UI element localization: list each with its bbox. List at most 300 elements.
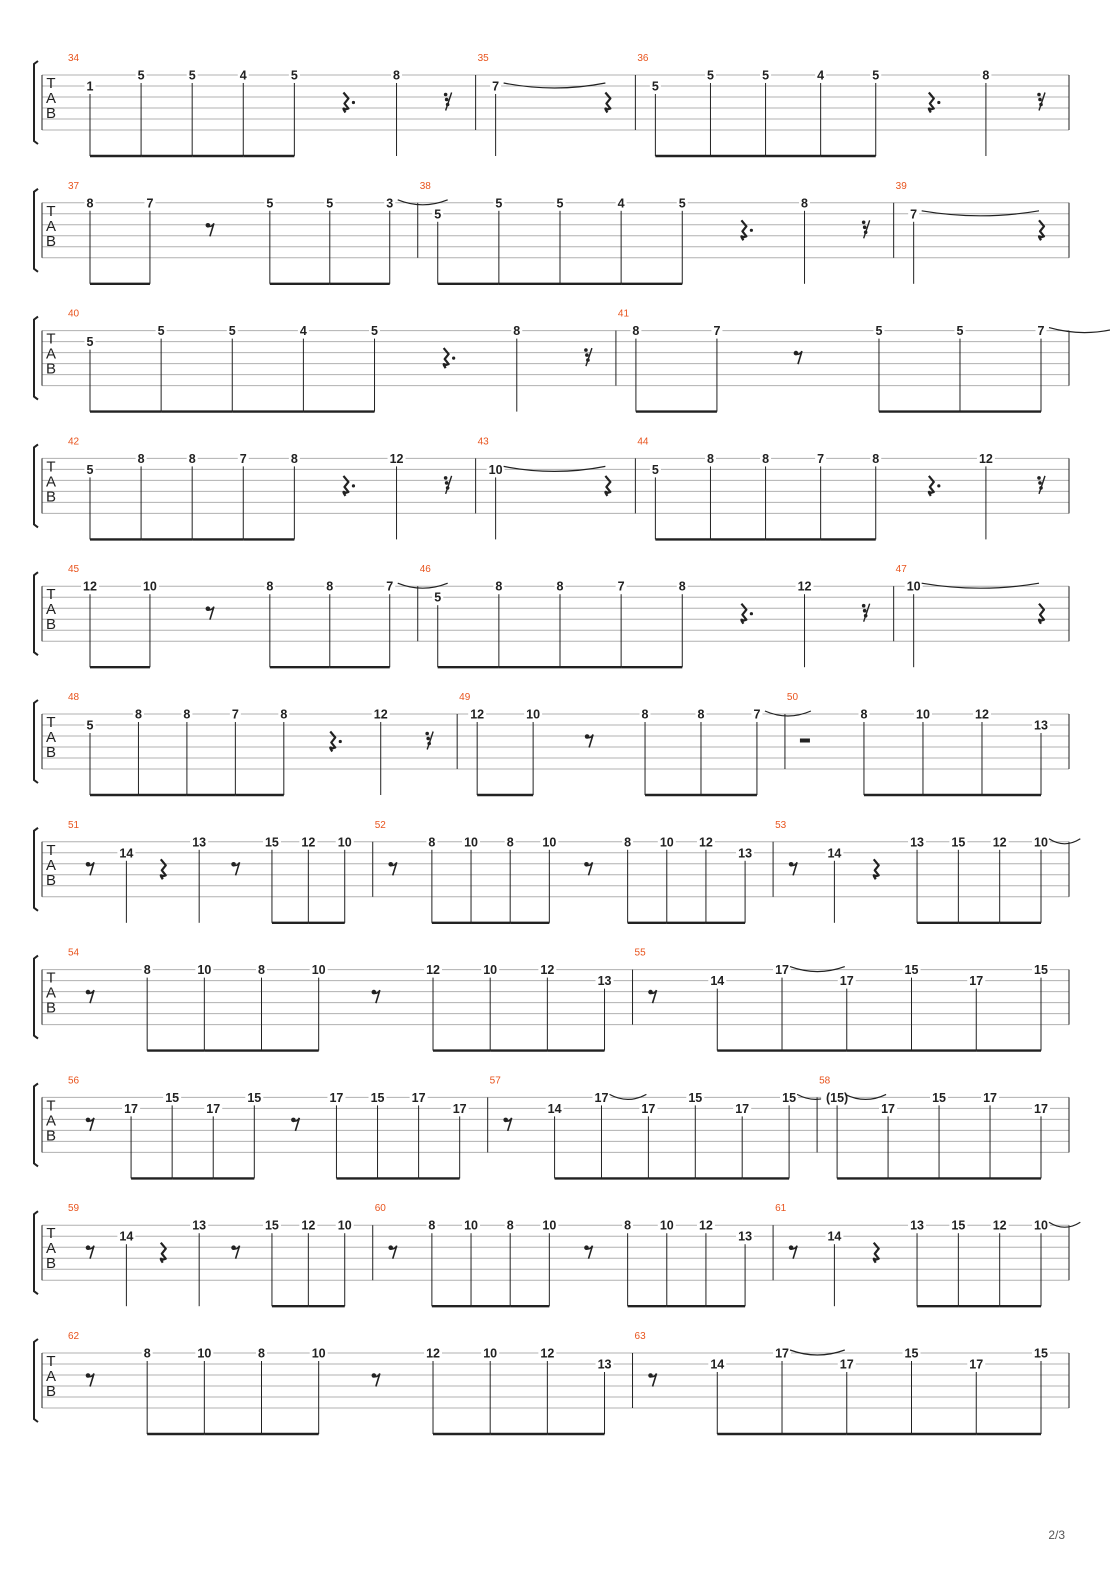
measure — [787, 692, 1050, 795]
quarter-rest — [605, 476, 610, 496]
measure-number: 45 — [68, 564, 80, 576]
rest-dot — [937, 101, 940, 104]
rest-flag-dot — [1038, 481, 1042, 485]
fret-number: 10 — [311, 963, 326, 978]
fret-number: 15 — [782, 1090, 797, 1105]
tab-clef-letter: T — [46, 841, 56, 859]
fret-number: 17 — [452, 1101, 467, 1116]
fret-number: 15 — [1034, 1346, 1048, 1361]
measure — [68, 53, 476, 156]
tab-clef-letter: A — [45, 217, 57, 235]
fret-number: 8 — [326, 579, 334, 594]
rest-flag-dot — [863, 226, 867, 230]
fret-number: 5 — [326, 196, 334, 211]
quarter-rest — [343, 93, 348, 113]
measure — [637, 436, 1045, 539]
rest-flag-dot — [1037, 476, 1041, 480]
measure-number: 54 — [68, 947, 80, 959]
fret-number: 5 — [678, 196, 686, 211]
fret-number: 8 — [495, 579, 503, 594]
rest-dot — [937, 484, 940, 487]
measure-number: 58 — [819, 1075, 831, 1087]
measure — [819, 1075, 1050, 1178]
tab-clef-letter: A — [45, 729, 57, 746]
measure-number: 59 — [68, 1203, 80, 1215]
fret-number: 3 — [386, 196, 394, 211]
fret-number: 7 — [713, 324, 721, 339]
measure — [68, 181, 448, 284]
tab-clef-letter: T — [46, 969, 56, 987]
system-bracket — [34, 1211, 38, 1294]
fret-number: 12 — [426, 1346, 440, 1361]
fret-number: 5 — [872, 68, 880, 83]
measure-number: 51 — [68, 819, 80, 831]
tab-clef-letter: T — [46, 714, 56, 731]
fret-number: 12 — [978, 451, 993, 466]
measure-number: 56 — [68, 1075, 80, 1087]
fret-number: 5 — [651, 79, 659, 94]
tab-system — [34, 1203, 1080, 1306]
fret-number: 17 — [839, 974, 854, 989]
tab-clef-letter: A — [45, 1112, 57, 1130]
fret-number: 1 — [86, 79, 94, 94]
fret-number: 15 — [688, 1090, 703, 1105]
fret-number: 8 — [266, 579, 274, 594]
fret-number: 17 — [775, 1346, 789, 1361]
rest-flag-dot — [445, 98, 449, 102]
system-bracket — [34, 700, 38, 783]
measure — [68, 1203, 373, 1306]
fret-number: 13 — [1034, 718, 1048, 733]
measure-number: 53 — [775, 819, 787, 831]
fret-number: 4 — [239, 68, 247, 83]
fret-number: 5 — [706, 68, 714, 83]
fret-number: 12 — [540, 963, 555, 978]
measure — [68, 1331, 633, 1434]
fret-number: 7 — [492, 79, 500, 94]
fret-number: 12 — [975, 707, 989, 722]
tab-clef-letter: A — [45, 473, 57, 491]
measure-number: 35 — [477, 53, 489, 64]
system-bracket — [34, 828, 38, 911]
rest-dot — [750, 229, 753, 232]
fret-number: 8 — [137, 451, 145, 466]
tab-system — [34, 1075, 1069, 1178]
system-bracket — [34, 1083, 38, 1166]
tab-clef-letter: A — [45, 984, 57, 1002]
tab-system — [34, 436, 1069, 539]
tab-clef-letter: B — [45, 105, 57, 122]
fret-number: 8 — [632, 324, 640, 339]
quarter-rest — [605, 93, 610, 113]
rest-flag-dot — [862, 221, 866, 225]
fret-number: 8 — [506, 835, 514, 850]
measure — [375, 1203, 773, 1306]
fret-number: 15 — [247, 1090, 262, 1105]
fret-number: 17 — [983, 1090, 997, 1105]
fret-number: 8 — [428, 835, 436, 850]
tab-system — [34, 948, 1069, 1051]
measure-number: 55 — [634, 947, 646, 959]
fret-number: 14 — [710, 1357, 725, 1372]
fret-number: 17 — [1034, 1101, 1048, 1116]
fret-number: 13 — [910, 1218, 924, 1233]
tab-clef-letter: A — [45, 1240, 57, 1258]
fret-number: 8 — [134, 707, 142, 722]
tab-system — [34, 309, 1110, 412]
fret-number: 17 — [329, 1090, 344, 1105]
tab-clef-letter: A — [45, 345, 57, 363]
fret-number: 8 — [183, 707, 191, 722]
system-bracket — [34, 444, 38, 527]
fret-number: 5 — [86, 718, 94, 733]
measure-number: 49 — [459, 692, 471, 703]
fret-number: 12 — [797, 579, 812, 594]
measure-number: 57 — [489, 1075, 501, 1087]
fret-number: 8 — [506, 1218, 514, 1233]
fret-number: 8 — [393, 68, 401, 83]
measure-number: 60 — [374, 1203, 386, 1215]
measure-number: 44 — [637, 436, 649, 448]
measure — [68, 820, 373, 923]
fret-number: 7 — [1037, 324, 1045, 339]
fret-number: 5 — [86, 335, 94, 350]
measure — [637, 53, 1045, 156]
fret-number: (15) — [825, 1090, 849, 1105]
fret-number: 13 — [738, 1229, 753, 1244]
measure — [68, 436, 476, 539]
fret-number: 15 — [904, 963, 919, 978]
fret-number: 4 — [299, 324, 307, 339]
fret-number: 10 — [337, 835, 352, 850]
fret-number: 8 — [188, 451, 196, 466]
fret-number: 12 — [426, 963, 440, 978]
fret-number: 10 — [483, 963, 498, 978]
tab-system — [34, 820, 1080, 923]
fret-number: 13 — [192, 835, 207, 850]
fret-number: 12 — [540, 1346, 555, 1361]
fret-number: 17 — [411, 1090, 426, 1105]
fret-number: 10 — [464, 835, 478, 850]
quarter-rest — [929, 93, 934, 113]
system-bracket — [34, 572, 38, 655]
tab-clef-letter: T — [46, 1353, 56, 1370]
fret-number: 14 — [547, 1101, 562, 1116]
fret-number: 4 — [817, 68, 825, 83]
fret-number: 15 — [264, 835, 279, 850]
measure-number: 62 — [68, 1331, 80, 1342]
tab-clef-letter: B — [45, 360, 57, 378]
fret-number: 17 — [594, 1090, 609, 1105]
measure — [420, 564, 894, 667]
measure — [420, 181, 894, 284]
fret-number: 8 — [428, 1218, 436, 1233]
fret-number: 8 — [86, 196, 94, 211]
rest-dot — [339, 740, 342, 743]
fret-number: 5 — [86, 462, 94, 477]
fret-number: 13 — [738, 846, 753, 861]
fret-number: 8 — [513, 324, 521, 339]
fret-number: 10 — [1034, 1218, 1048, 1233]
rest-dot — [750, 612, 753, 615]
fret-number: 5 — [290, 68, 298, 83]
fret-number: 10 — [488, 462, 503, 477]
rest-flag-dot — [863, 609, 867, 613]
tab-clef-letter: B — [45, 999, 57, 1017]
fret-number: 17 — [969, 1357, 984, 1372]
fret-number: 14 — [119, 1229, 134, 1244]
fret-number: 15 — [165, 1090, 180, 1105]
fret-number: 8 — [982, 68, 990, 83]
fret-number: 10 — [659, 1218, 674, 1233]
fret-number: 8 — [706, 451, 714, 466]
quarter-rest — [161, 1243, 166, 1263]
fret-number: 14 — [827, 1229, 842, 1244]
fret-number: 5 — [651, 462, 659, 477]
fret-number: 12 — [470, 707, 485, 722]
tab-clef-letter: T — [46, 1225, 56, 1243]
fret-number: 17 — [881, 1101, 896, 1116]
tab-system — [34, 1331, 1069, 1434]
fret-number: 13 — [597, 1357, 612, 1372]
measure-number: 36 — [637, 53, 649, 64]
fret-number: 10 — [542, 1218, 557, 1233]
measure-number: 38 — [419, 180, 431, 192]
tab-clef-letter: T — [46, 330, 56, 348]
fret-number: 7 — [231, 707, 239, 722]
fret-number: 8 — [860, 707, 868, 722]
fret-number: 12 — [389, 451, 404, 466]
measure-number: 34 — [68, 53, 80, 64]
fret-number: 17 — [641, 1101, 656, 1116]
fret-number: 7 — [753, 707, 761, 722]
fret-number: 8 — [762, 451, 770, 466]
rest-dot — [352, 484, 355, 487]
fret-number: 5 — [875, 324, 883, 339]
quarter-rest — [741, 220, 746, 240]
measure — [68, 1075, 488, 1178]
measure — [775, 820, 1080, 923]
quarter-rest — [741, 604, 746, 624]
quarter-rest — [874, 859, 879, 879]
fret-number: 15 — [1034, 963, 1048, 978]
fret-number: 8 — [143, 963, 151, 978]
fret-number: 12 — [373, 707, 388, 722]
measure — [618, 309, 1110, 412]
fret-number: 12 — [698, 1218, 713, 1233]
fret-number: 14 — [827, 846, 842, 861]
fret-number: 5 — [266, 196, 274, 211]
rest-flag-dot — [445, 481, 449, 485]
tab-clef-letter: B — [45, 871, 57, 889]
fret-number: 15 — [951, 835, 966, 850]
measure — [775, 1203, 1080, 1306]
fret-number: 10 — [464, 1218, 478, 1233]
page-number: 2/3 — [1048, 1528, 1065, 1542]
fret-number: 7 — [386, 579, 394, 594]
quarter-rest — [1039, 220, 1044, 240]
fret-number: 7 — [817, 451, 825, 466]
measure-number: 48 — [68, 692, 80, 703]
quarter-rest — [1039, 604, 1044, 624]
fret-number: 12 — [301, 1218, 316, 1233]
fret-number: 8 — [290, 451, 298, 466]
fret-number: 12 — [83, 579, 97, 594]
fret-number: 10 — [1034, 835, 1048, 850]
fret-number: 8 — [872, 451, 880, 466]
fret-number: 5 — [371, 324, 378, 339]
measure-number: 63 — [634, 1331, 646, 1342]
tab-clef-letter: B — [45, 488, 57, 506]
measure-number: 43 — [477, 436, 489, 448]
measure — [68, 692, 457, 795]
fret-number: 10 — [197, 963, 212, 978]
tab-clef-letter: B — [45, 232, 57, 250]
tab-clef-letter: T — [46, 458, 56, 476]
measure-number: 40 — [68, 308, 80, 320]
measure — [459, 692, 811, 795]
rest-flag-dot — [444, 476, 448, 480]
fret-number: 10 — [337, 1218, 352, 1233]
rest-flag-dot — [426, 737, 430, 741]
measure — [68, 309, 616, 412]
fret-number: 10 — [659, 835, 674, 850]
fret-number: 15 — [932, 1090, 947, 1105]
tab-clef-letter: B — [45, 744, 57, 761]
tie — [1049, 328, 1110, 333]
tab-clef-letter: B — [45, 1127, 57, 1145]
measure-number: 50 — [786, 692, 799, 703]
fret-number: 10 — [142, 579, 157, 594]
fret-number: 8 — [258, 963, 265, 978]
quarter-rest — [343, 476, 348, 496]
fret-number: 8 — [143, 1346, 151, 1361]
rest-flag-dot — [584, 348, 588, 352]
tab-clef-letter: B — [45, 1383, 57, 1400]
measure-number: 46 — [419, 564, 431, 576]
measure — [490, 1075, 834, 1178]
system-bracket — [34, 1339, 38, 1422]
fret-number: 12 — [698, 835, 713, 850]
tab-clef-letter: A — [45, 601, 57, 619]
fret-number: 8 — [624, 1218, 632, 1233]
tab-clef-letter: T — [46, 586, 56, 604]
fret-number: 17 — [124, 1101, 139, 1116]
tab-system — [34, 53, 1069, 156]
system-bracket — [34, 189, 38, 272]
tab-clef-letter: T — [46, 1097, 56, 1115]
fret-number: 15 — [951, 1218, 966, 1233]
measure — [375, 820, 773, 923]
tab-system — [34, 692, 1069, 795]
measure-number: 52 — [374, 819, 386, 831]
system-bracket — [34, 61, 38, 144]
fret-number: 5 — [495, 196, 503, 211]
fret-number: 7 — [910, 207, 918, 222]
fret-number: 10 — [542, 835, 557, 850]
fret-number: 17 — [735, 1101, 750, 1116]
fret-number: 17 — [839, 1357, 854, 1372]
tab-system — [34, 181, 1069, 284]
rest-flag-dot — [1038, 98, 1042, 102]
fret-number: 17 — [206, 1101, 221, 1116]
system-bracket — [34, 956, 38, 1039]
tab-clef-letter: B — [45, 1255, 57, 1273]
fret-number: 7 — [617, 579, 625, 594]
quarter-rest — [874, 1243, 879, 1263]
fret-number: 12 — [992, 1218, 1007, 1233]
quarter-rest — [444, 348, 449, 368]
quarter-rest — [929, 476, 934, 496]
quarter-rest — [330, 732, 335, 752]
fret-number: 10 — [311, 1346, 326, 1361]
fret-number: 5 — [157, 324, 165, 339]
fret-number: 14 — [119, 846, 134, 861]
tab-clef-letter: A — [45, 856, 57, 874]
tab-system — [34, 564, 1069, 667]
fret-number: 15 — [370, 1090, 385, 1105]
fret-number: 5 — [556, 196, 564, 211]
fret-number: 12 — [301, 835, 316, 850]
measure — [68, 948, 633, 1051]
measure — [635, 948, 1050, 1051]
fret-number: 14 — [710, 974, 725, 989]
fret-number: 8 — [801, 196, 809, 211]
fret-number: 8 — [678, 579, 686, 594]
fret-number: 10 — [916, 707, 930, 722]
fret-number: 8 — [556, 579, 564, 594]
half-rest — [800, 739, 810, 743]
tab-clef-letter: A — [45, 1368, 57, 1385]
fret-number: 10 — [483, 1346, 498, 1361]
fret-number: 17 — [969, 974, 984, 989]
measure — [896, 181, 1044, 284]
fret-number: 10 — [906, 579, 921, 594]
measure — [635, 1331, 1050, 1434]
measure-number: 41 — [617, 308, 630, 320]
rest-dot — [352, 101, 355, 104]
fret-number: 7 — [239, 451, 247, 466]
fret-number: 13 — [192, 1218, 207, 1233]
rest-flag-dot — [444, 93, 448, 97]
fret-number: 5 — [434, 590, 442, 605]
fret-number: 8 — [697, 707, 705, 722]
fret-number: 7 — [146, 196, 154, 211]
fret-number: 12 — [992, 835, 1007, 850]
rest-flag-dot — [585, 353, 589, 357]
measure-number: 61 — [775, 1203, 787, 1215]
measure — [478, 436, 636, 539]
tab-clef-letter: A — [45, 90, 57, 107]
fret-number: 5 — [188, 68, 196, 83]
fret-number: 8 — [641, 707, 649, 722]
measure-number: 47 — [895, 564, 907, 576]
measure-number: 37 — [68, 180, 80, 192]
fret-number: 17 — [775, 963, 789, 978]
fret-number: 5 — [137, 68, 145, 83]
tab-clef-letter: T — [46, 75, 56, 92]
fret-number: 10 — [197, 1346, 212, 1361]
fret-number: 13 — [597, 974, 612, 989]
rest-flag-dot — [425, 732, 429, 736]
measure-number: 42 — [68, 436, 80, 448]
fret-number: 5 — [434, 207, 442, 222]
measure-number: 39 — [895, 180, 907, 192]
tab-clef-letter: B — [45, 616, 57, 634]
measure — [896, 564, 1044, 667]
rest-flag-dot — [1037, 93, 1041, 97]
fret-number: 10 — [526, 707, 541, 722]
